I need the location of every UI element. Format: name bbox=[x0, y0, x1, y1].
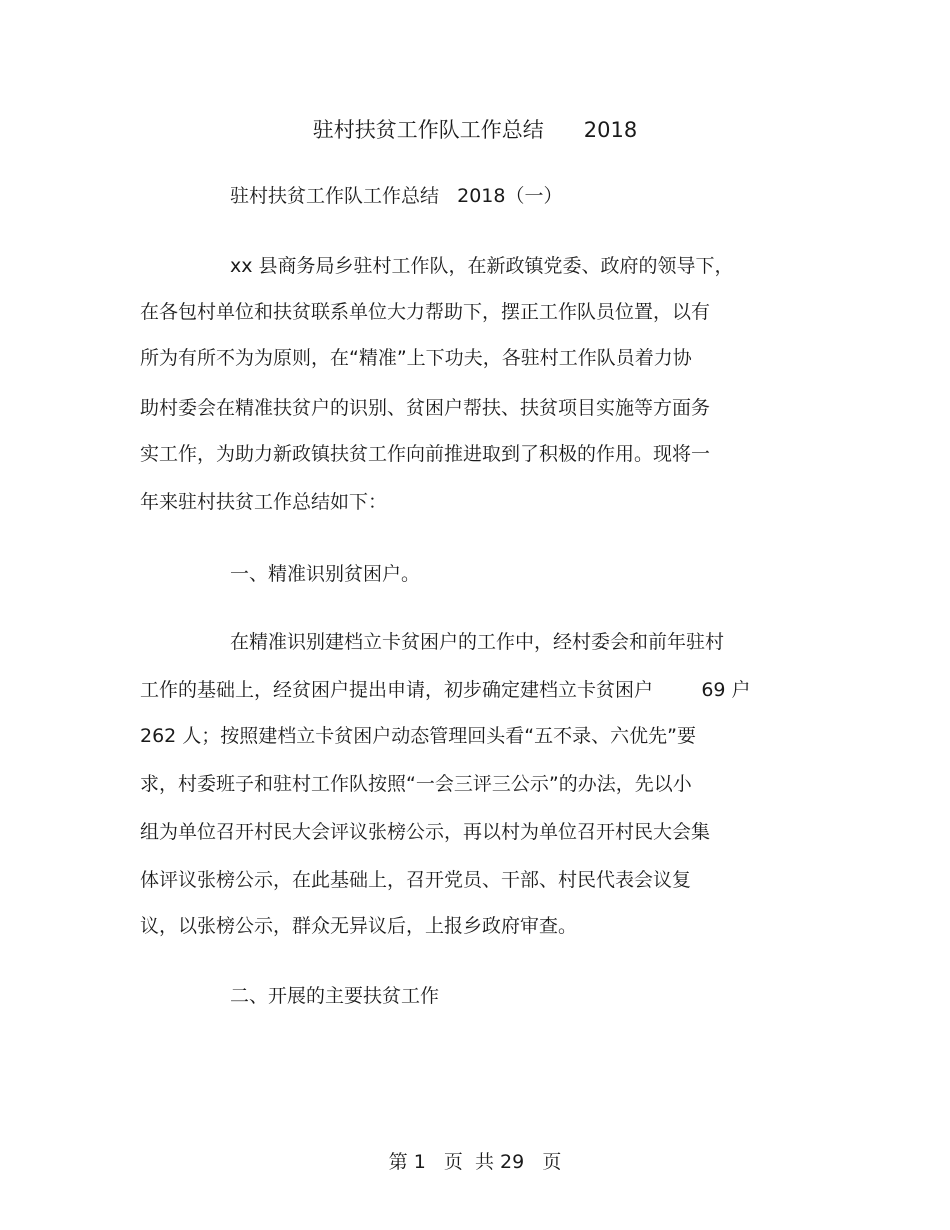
paragraph-1-line: 在各包村单位和扶贫联系单位大力帮助下，摆正工作队员位置，以有 bbox=[140, 301, 711, 323]
paragraph-2-line: 体评议张榜公示，在此基础上，召开党员、干部、村民代表会议复 bbox=[140, 869, 692, 891]
paragraph-2-line: 议，以张榜公示，群众无异议后，上报乡政府审查。 bbox=[140, 915, 578, 937]
section-2-heading: 二、开展的主要扶贫工作 bbox=[230, 985, 440, 1007]
section-1-heading: 一、精准识别贫困户。 bbox=[230, 563, 421, 585]
paragraph-1-line: xx 县商务局乡驻村工作队，在新政镇党委、政府的领导下， bbox=[230, 255, 734, 277]
paragraph-2-line: 工作的基础上，经贫困户提出申请，初步确定建档立卡贫困户 69 户 bbox=[140, 679, 751, 701]
paragraph-2-line: 组为单位召开村民大会评议张榜公示，再以村为单位召开村民大会集 bbox=[140, 821, 711, 843]
document-subtitle: 驻村扶贫工作队工作总结 2018（一） bbox=[230, 185, 563, 207]
paragraph-1-line: 年来驻村扶贫工作总结如下： bbox=[140, 491, 388, 513]
page-footer: 第 1 页 共 29 页 bbox=[388, 1151, 562, 1173]
paragraph-1-line: 实工作，为助力新政镇扶贫工作向前推进取到了积极的作用。现将一 bbox=[140, 443, 711, 465]
paragraph-1-line: 助村委会在精准扶贫户的识别、贫困户帮扶、扶贫项目实施等方面务 bbox=[140, 397, 711, 419]
paragraph-1-line: 所为有所不为为原则，在“精准”上下功夫，各驻村工作队员着力协 bbox=[140, 347, 692, 369]
paragraph-2-line: 求，村委班子和驻村工作队按照“一会三评三公示”的办法，先以小 bbox=[140, 773, 692, 795]
document-title: 驻村扶贫工作队工作总结 2018 bbox=[312, 118, 638, 142]
paragraph-2-line: 262 人；按照建档立卡贫困户动态管理回头看“五不录、六优先”要 bbox=[140, 725, 696, 747]
paragraph-2-line: 在精准识别建档立卡贫困户的工作中，经村委会和前年驻村 bbox=[230, 631, 725, 653]
